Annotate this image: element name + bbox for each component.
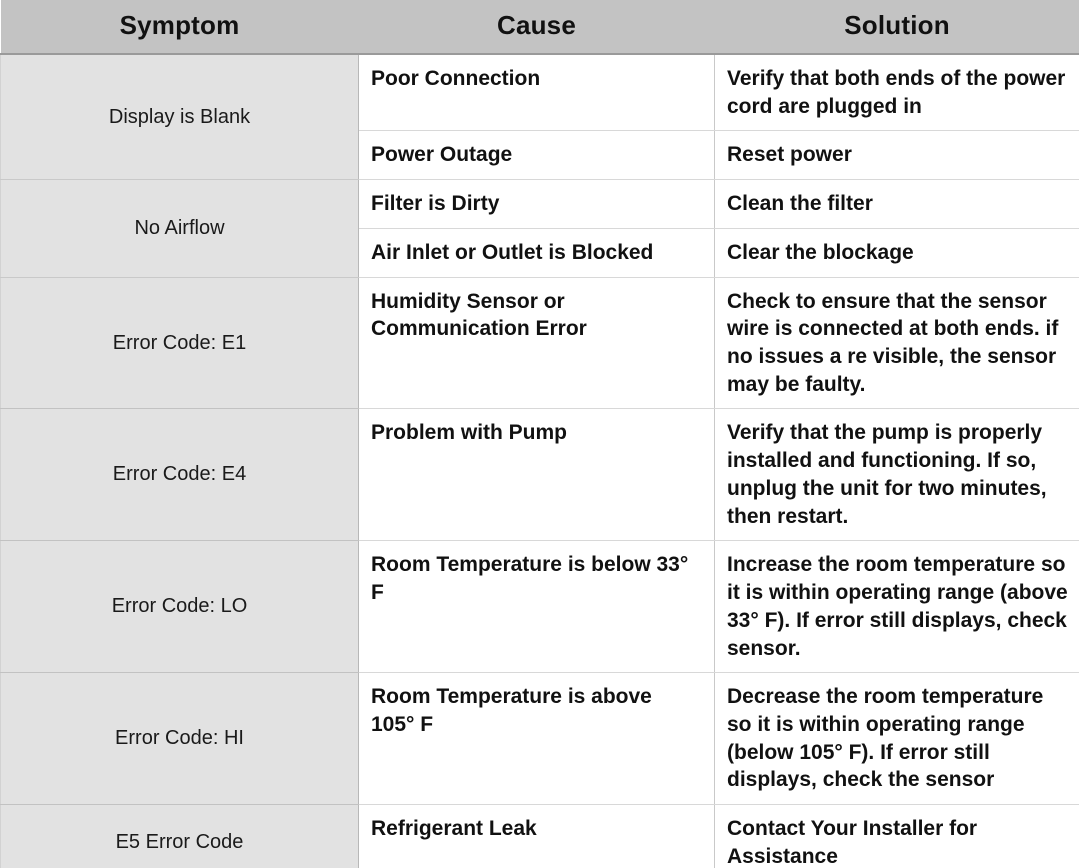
symptom-cell: Error Code: LO (1, 541, 359, 673)
cause-cell: Refrigerant Leak (359, 805, 715, 868)
cause-cell: Power Outage (359, 131, 715, 180)
symptom-cell: Error Code: HI (1, 673, 359, 805)
table-header (1, 0, 1079, 54)
solution-cell: Contact Your Installer for Assistance (715, 805, 1079, 868)
table-body (1, 54, 1079, 868)
column-header-symptom: Symptom (1, 0, 359, 54)
table-row (1, 541, 1079, 673)
solution-cell: Verify that both ends of the power cord are plugged in (715, 54, 1079, 131)
symptom-cell: Error Code: E1 (1, 277, 359, 409)
symptom-cell: No Airflow (1, 180, 359, 277)
solution-cell: Decrease the room temperature so it is within operating range (below 105° F). If error still displays, check the sensor (715, 673, 1079, 805)
column-header-cause: Cause (359, 0, 715, 54)
column-header-solution: Solution (715, 0, 1079, 54)
table-row (1, 805, 1079, 868)
table-row (1, 277, 1079, 409)
cause-cell: Problem with Pump (359, 409, 715, 541)
solution-cell: Clear the blockage (715, 228, 1079, 277)
solution-cell: Clean the filter (715, 180, 1079, 229)
solution-cell: Verify that the pump is properly installed and functioning. If so, unplug the unit for two minutes, then restart. (715, 409, 1079, 541)
symptom-cell: Error Code: E4 (1, 409, 359, 541)
table-row (1, 673, 1079, 805)
solution-cell: Increase the room temperature so it is within operating range (above 33° F). If error still displays, check sensor. (715, 541, 1079, 673)
cause-cell: Humidity Sensor or Communication Error (359, 277, 715, 409)
cause-cell: Room Temperature is above 105° F (359, 673, 715, 805)
cause-cell: Room Temperature is below 33° F (359, 541, 715, 673)
cause-cell: Filter is Dirty (359, 180, 715, 229)
table-row (1, 54, 1079, 131)
table-row (1, 409, 1079, 541)
header-row (1, 0, 1079, 54)
cause-cell: Air Inlet or Outlet is Blocked (359, 228, 715, 277)
symptom-cell: Display is Blank (1, 54, 359, 180)
symptom-cell: E5 Error Code (1, 805, 359, 868)
table-row (1, 180, 1079, 229)
solution-cell: Check to ensure that the sensor wire is connected at both ends. if no issues a re visible, the sensor may be faulty. (715, 277, 1079, 409)
cause-cell: Poor Connection (359, 54, 715, 131)
solution-cell: Reset power (715, 131, 1079, 180)
